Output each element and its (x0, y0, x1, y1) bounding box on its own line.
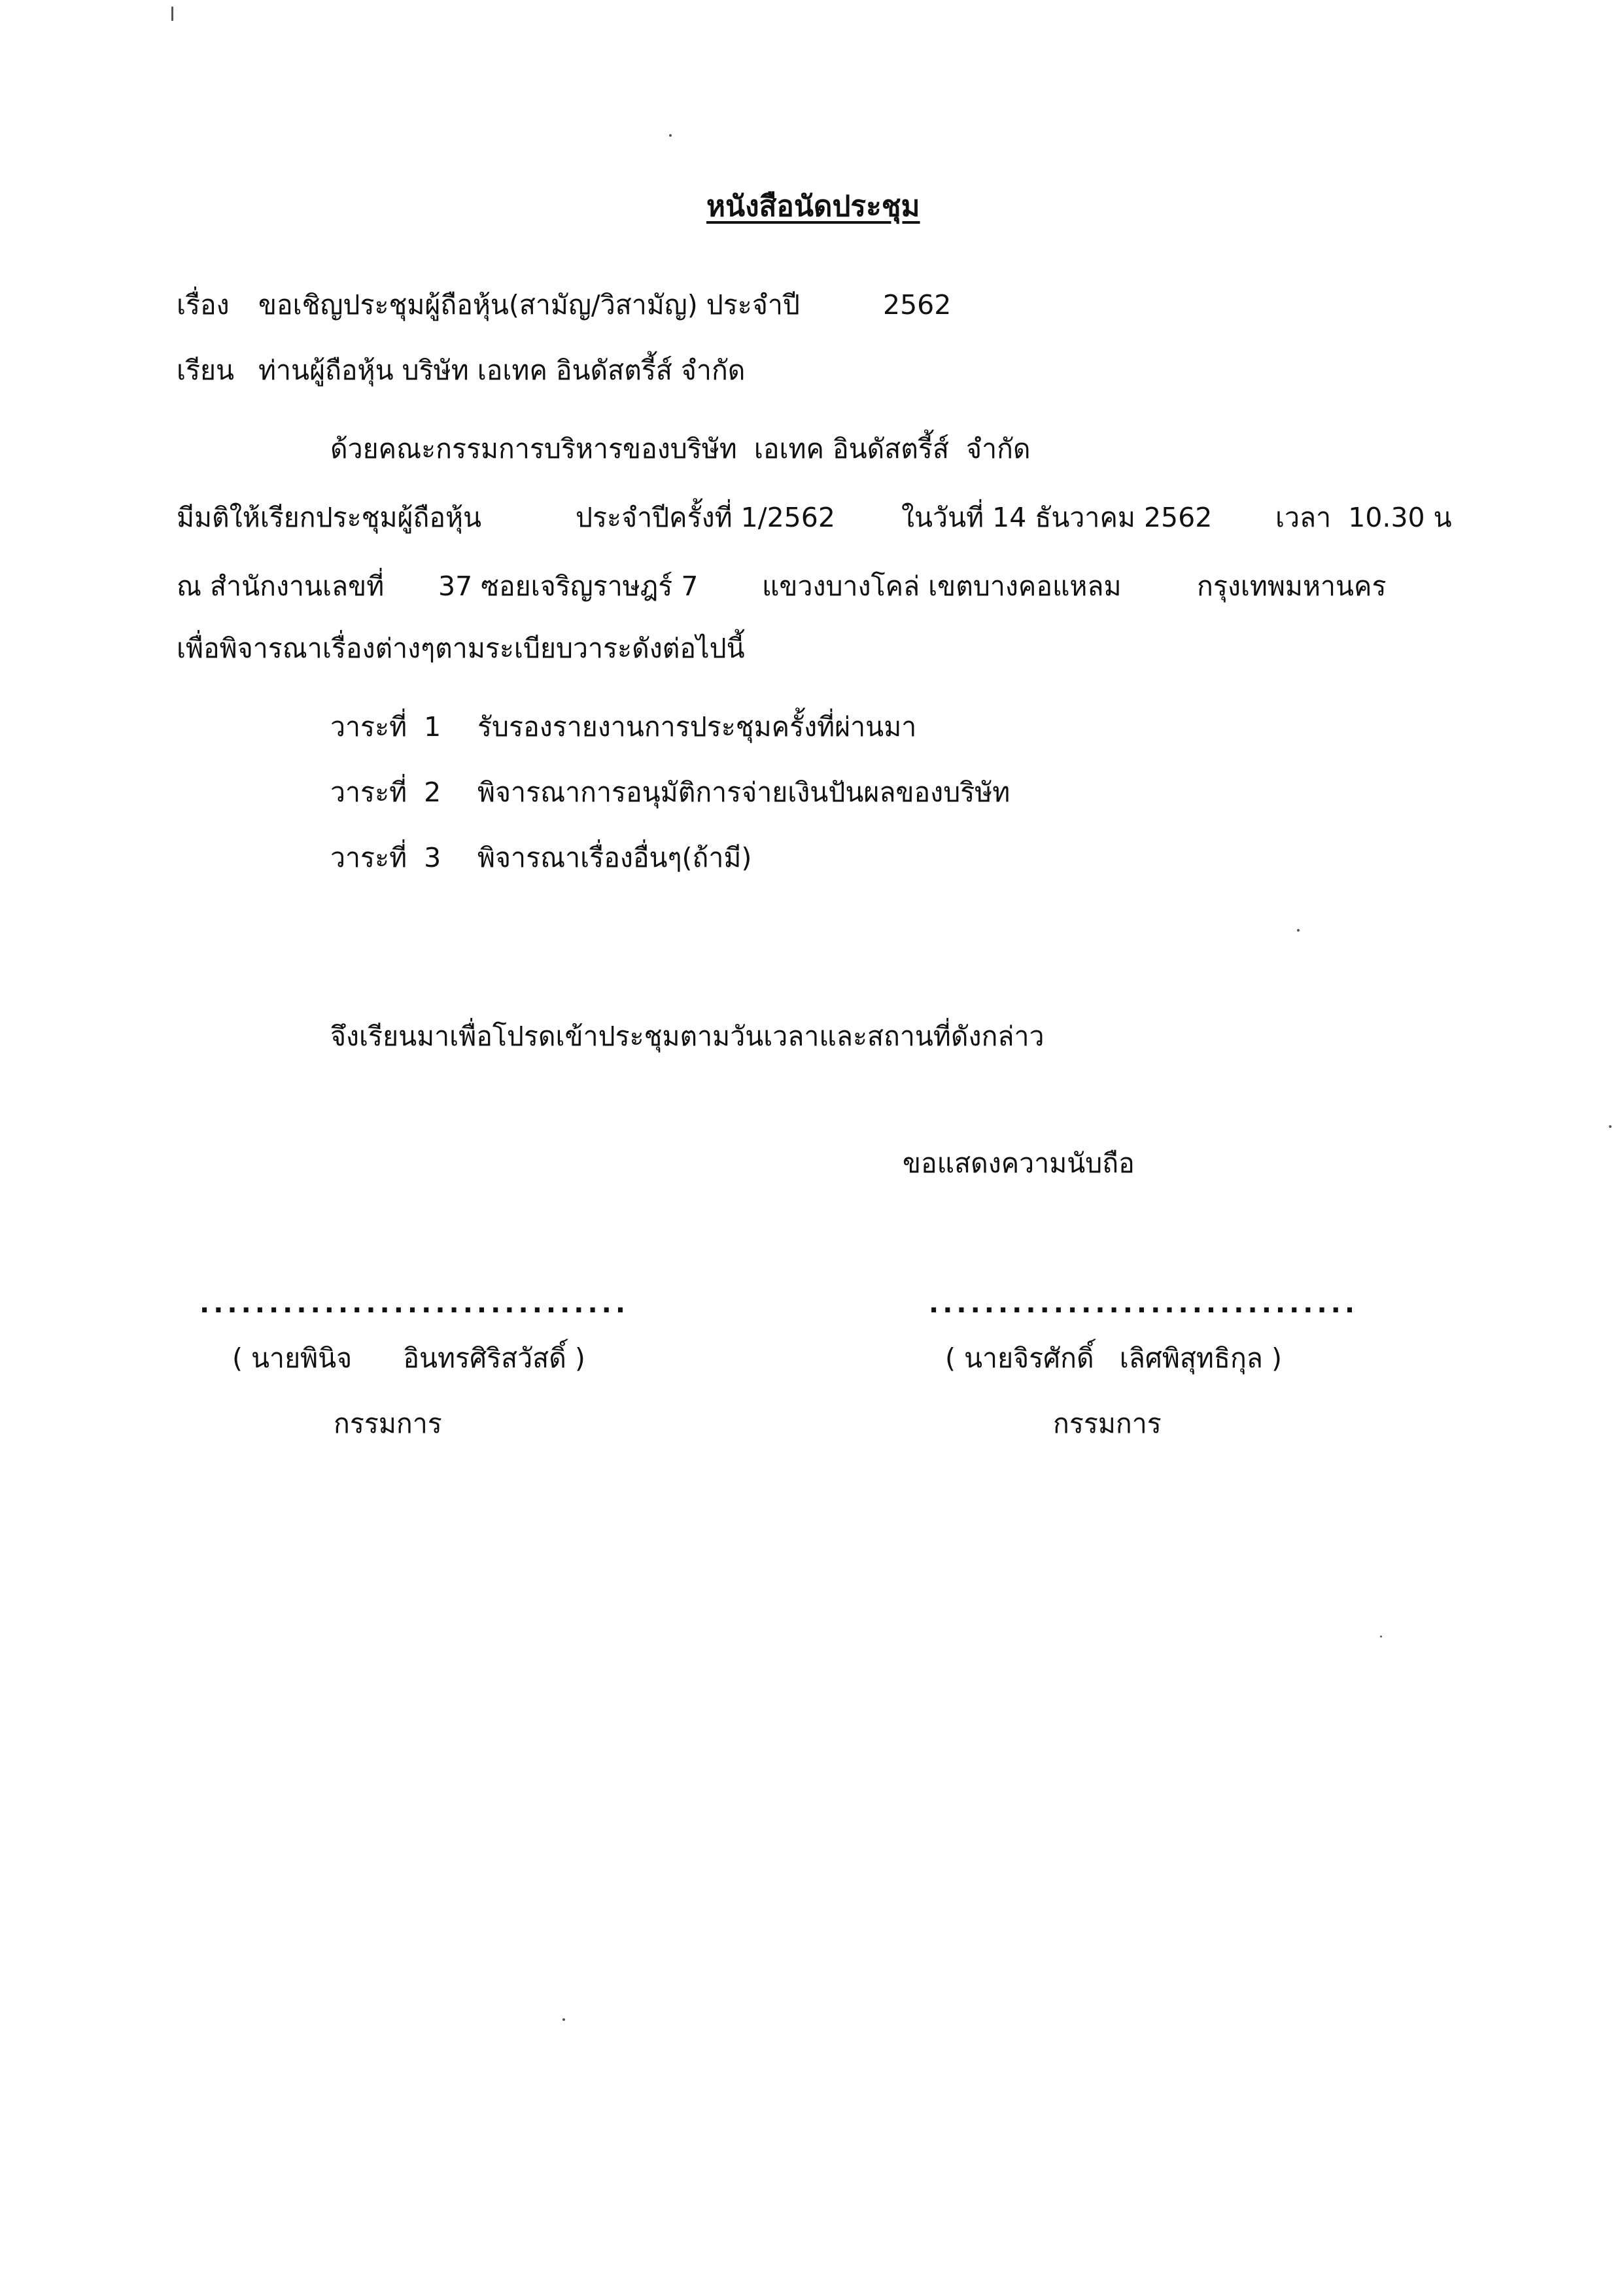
body-line-1: ด้วยคณะกรรมการบริหารของบริษัท เอเทค อินดัสตรี้ส์ จำกัด (330, 433, 1031, 464)
page-title: หนังสือนัดประชุม (706, 190, 920, 223)
subject-text: ขอเชิญประชุมผู้ถือหุ้น(สามัญ/วิสามัญ) ประจำปี (258, 289, 800, 321)
recipient-label: เรียน (177, 355, 235, 386)
signature-line: ............................... (929, 1289, 1359, 1319)
body-line-2b: ประจำปีครั้งที่ 1/2562 (576, 502, 835, 533)
signatory-name: ( นายพินิจ อินทรศิริสวัสดิ์ ) (232, 1342, 585, 1374)
venue-district: แขวงบางโคล่ เขตบางคอแหลม (762, 570, 1122, 602)
agenda-label: วาระที่ 2 (330, 777, 441, 808)
scan-speck (1380, 1636, 1382, 1638)
signatory-title: กรรมการ (1053, 1408, 1162, 1439)
scan-speck (562, 2018, 565, 2021)
scan-speck (1297, 929, 1300, 932)
agenda-label: วาระที่ 3 (330, 842, 441, 873)
scan-speck (171, 7, 173, 21)
recipient-text: ท่านผู้ถือหุ้น บริษัท เอเทค อินดัสตรี้ส์ จำกัด (258, 355, 746, 386)
meeting-date: ในวันที่ 14 ธันวาคม 2562 (901, 502, 1213, 533)
venue-province: กรุงเทพมหานคร (1197, 570, 1387, 602)
agenda-label: วาระที่ 1 (330, 711, 441, 743)
subject-year: 2562 (883, 289, 952, 321)
agenda-text: รับรองรายงานการประชุมครั้งที่ผ่านมา (477, 711, 917, 743)
body-line-4: เพื่อพิจารณาเรื่องต่างๆตามระเบียบวาระดังต่อไปนี้ (177, 633, 745, 664)
signature-line: ............................... (199, 1289, 630, 1319)
scan-speck (1609, 1125, 1612, 1128)
signatory-title: กรรมการ (334, 1408, 442, 1439)
regards: ขอแสดงความนับถือ (903, 1148, 1135, 1179)
signatory-name: ( นายจิรศักดิ์ เลิศพิสุทธิกุล ) (945, 1342, 1282, 1374)
body-line-2a: มีมติให้เรียกประชุมผู้ถือหุ้น (177, 502, 482, 533)
body-line-3a: ณ สำนักงานเลขที่ (177, 570, 385, 602)
venue-address: 37 ซอยเจริญราษฎร์ 7 (438, 570, 699, 602)
subject-label: เรื่อง (177, 289, 230, 321)
closing-sentence: จึงเรียนมาเพื่อโปรดเข้าประชุมตามวันเวลาและสถานที่ดังกล่าว (330, 1021, 1045, 1052)
agenda-text: พิจารณาการอนุมัติการจ่ายเงินปันผลของบริษัท (477, 777, 1011, 808)
scan-speck (669, 134, 672, 137)
meeting-time: เวลา 10.30 น (1275, 502, 1452, 533)
agenda-text: พิจารณาเรื่องอื่นๆ(ถ้ามี) (477, 842, 752, 873)
